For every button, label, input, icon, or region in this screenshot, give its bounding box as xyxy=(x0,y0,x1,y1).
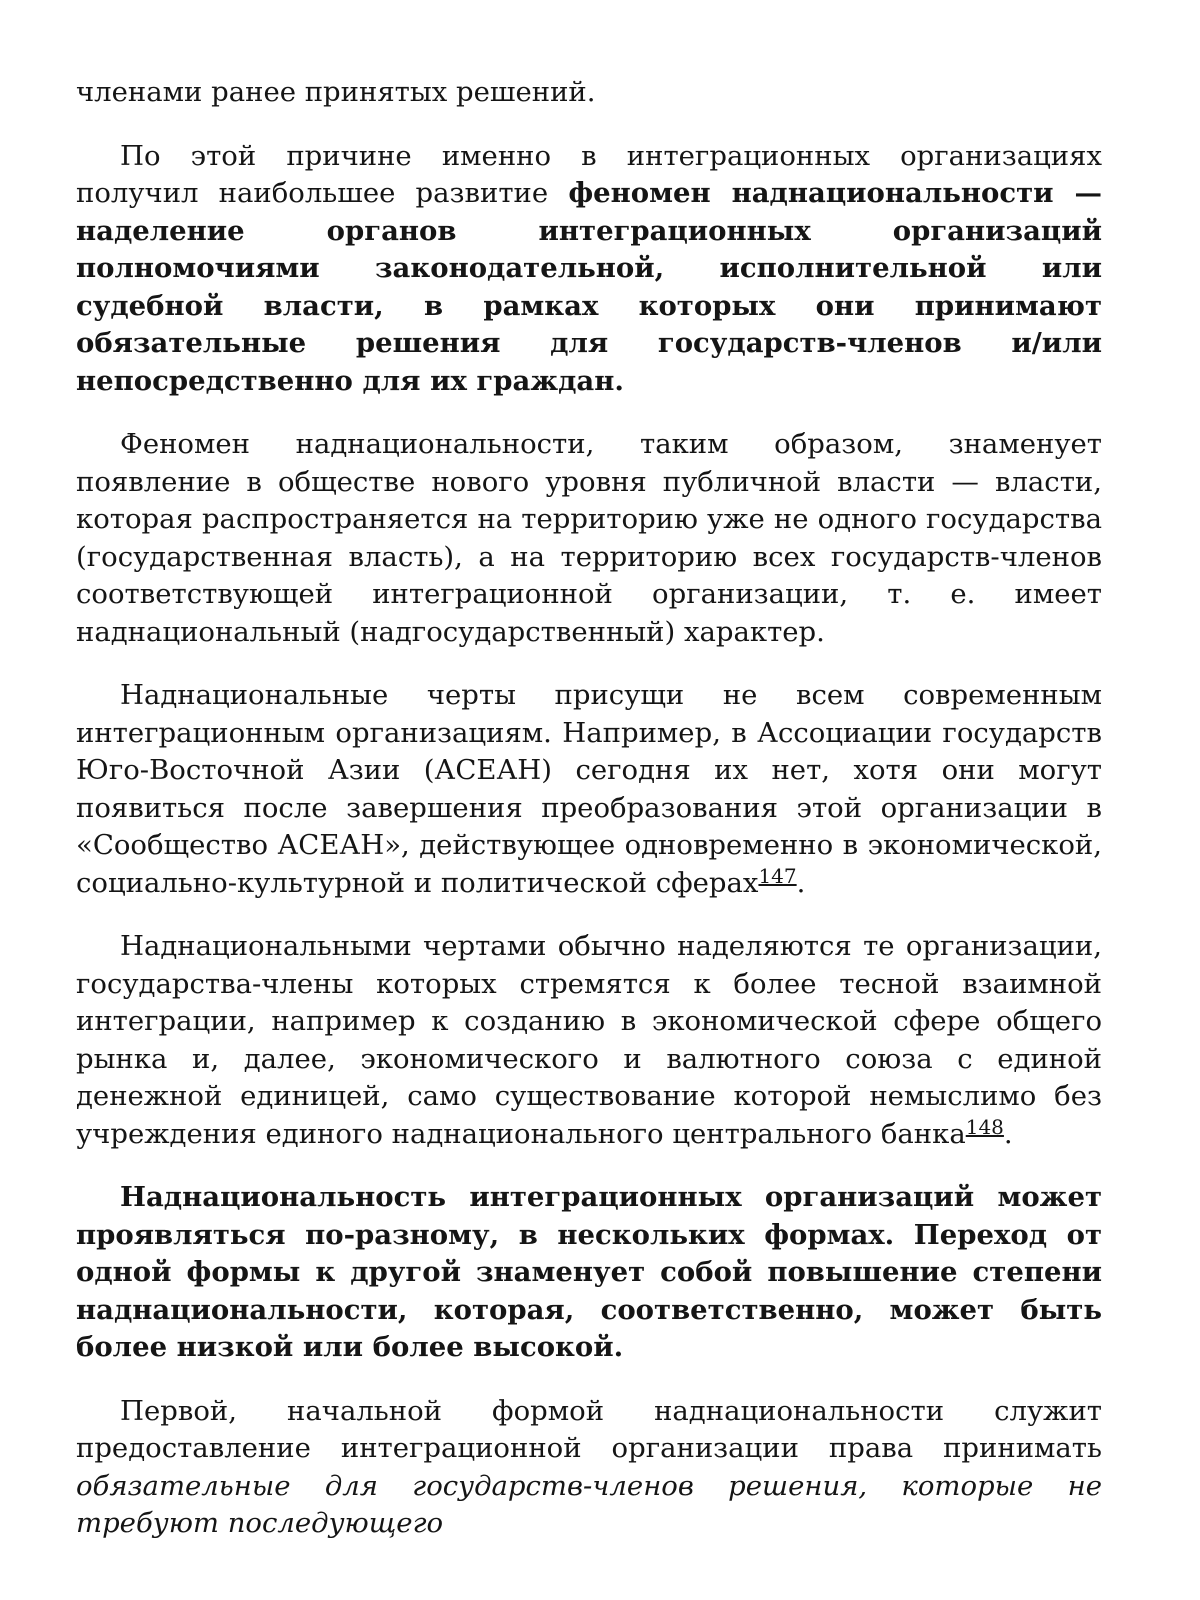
paragraph-tail: . xyxy=(1003,1117,1013,1150)
paragraph-first-form xyxy=(76,1393,1102,1543)
document-page xyxy=(76,74,1102,1569)
footnote-link-147[interactable]: 147 xyxy=(758,863,797,888)
paragraph-tail: . xyxy=(796,866,806,899)
paragraph-integration-depth xyxy=(76,928,1102,1153)
paragraph-new-level-of-power: Феномен наднациональности, таким образом, знаменует появление в обществе нового уровня публичной власти — власти, которая распространяется на территорию уже не одного государства (государственная власть), а на территорию всех государств-членов соответствующей интеграционной организации, т. е. имеет наднациональный (надгосударственный) характер. xyxy=(76,428,1102,648)
paragraph-forms-of-supranationality: Наднациональность интеграционных организаций может проявляться по-разному, в нескольких формах. Переход от одной формы к другой знаменует собой повышение степени наднациональности, которая, соответственно, может быть более низкой или более высокой. xyxy=(76,1181,1102,1363)
paragraph-supranationality-definition xyxy=(76,138,1102,401)
binding-decisions-italic: обязательные для государств-членов решения, которые не требуют последующего xyxy=(76,1469,1102,1539)
footnote-link-148[interactable]: 148 xyxy=(965,1114,1004,1139)
paragraph-lead-text: По этой причине именно в интеграционных организациях получил наибольшее развитие xyxy=(76,139,1102,209)
paragraph-body-text: Наднациональными чертами обычно наделяются те организации, государства-члены которых стремятся к более тесной взаимной интеграции, например к созданию в экономической сфере общего рынка и, далее, экономического и валютного союза с единой денежной единицей, само существование которой немыслимо без учреждения единого наднационального центрального банка xyxy=(76,930,1102,1150)
supranationality-definition-bold: феномен наднациональности — наделение органов интеграционных организаций полномочиями законодательной, исполнительной или судебной власти, в рамках которых они принимают обязательные решения для государств-членов и/или непосредственно для их граждан. xyxy=(76,177,1103,397)
paragraph-body-text: Наднациональные черты присущи не всем современным интеграционным организациям. Например, в Ассоциации государств Юго-Восточной Азии (АСЕАН) сегодня их нет, хотя они могут появиться после завершения преобразования этой организации в «Сообщество АСЕАН», действующее одновременно в экономической, социально-культурной и политической сферах xyxy=(76,679,1102,899)
paragraph-lead-text: Первой, начальной формой наднациональности служит предоставление интеграционной организации права принимать xyxy=(76,1394,1102,1464)
paragraph-asean-example xyxy=(76,677,1102,902)
paragraph-continuation: членами ранее принятых решений. xyxy=(76,76,596,108)
